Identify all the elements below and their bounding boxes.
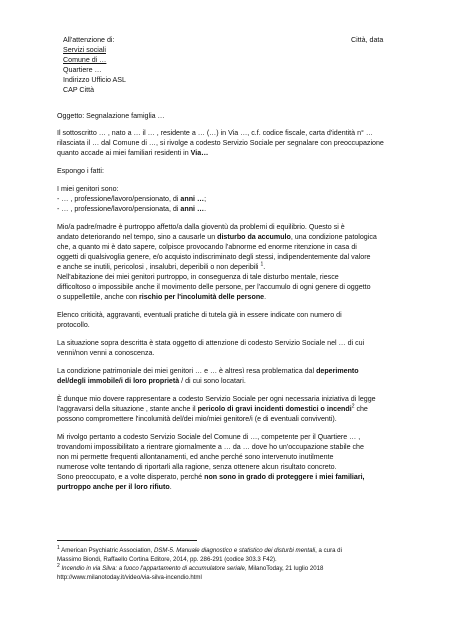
para6-line-3: non mi permette frequenti allontanamenti, ed anche perché sono intervenuto inutilmente bbox=[57, 453, 334, 461]
para1-line-5-punct: . bbox=[263, 263, 266, 271]
footnote-1-line-1 bbox=[57, 546, 342, 555]
place-date: Città, data bbox=[351, 36, 384, 44]
para1-disorder-bold: disturbo da accumulo bbox=[217, 233, 291, 241]
para3-line-2: venni/non venni a conoscenza. bbox=[57, 349, 155, 357]
subject-line: Oggetto: Segnalazione famiglia … bbox=[57, 112, 165, 120]
para3-line-1: La situazione sopra descritta è stata oggetto di attenzione di codesto Servizio Sociale nel … di cui bbox=[57, 339, 365, 347]
para2-line-2: protocollo. bbox=[57, 321, 90, 329]
footnote-2-source: , MilanoToday, 21 luglio 2018 bbox=[244, 565, 324, 572]
para1-line-5 bbox=[57, 262, 265, 272]
parent-1-age: anni … bbox=[180, 195, 205, 203]
para1-line-2 bbox=[57, 232, 377, 242]
footnote-1-title: DSM-5. Manuale diagnostico e statistico dei disturbi mentali bbox=[153, 547, 316, 554]
para4-property-bold: del/degli immobile/i di loro proprietà bbox=[57, 377, 180, 385]
footnote-1-author: American Psychiatric Association, bbox=[59, 547, 154, 554]
parent-2-text: - … , professione/lavoro/pensionata, di bbox=[57, 205, 181, 213]
para4-line-2 bbox=[57, 376, 246, 386]
para6-text: Sono preoccupato, e a volte disperato, perché bbox=[57, 473, 205, 481]
footnote-1-editor: , a cura di bbox=[315, 547, 342, 554]
intro-line-1: Il sottoscritto … , nato a … il … , residente a … (…) in Via …, c.f. codice fiscale, carta d'identità n° … bbox=[57, 129, 373, 137]
para1-text-end: , una condizione patologica bbox=[290, 233, 377, 241]
recipient-intro: All'attenzione di: bbox=[63, 36, 115, 44]
parent-2 bbox=[57, 204, 206, 214]
recipient-line-comune: Comune di … bbox=[63, 56, 107, 64]
para5-line-3: possono compromettere l'incolumità del/dei mio/miei genitore/i (e di eventuali conviventi). bbox=[57, 415, 337, 423]
recipient-line-services: Servizi sociali bbox=[63, 46, 106, 54]
para6-unable-bold: non sono in grado di proteggere i miei familiari, bbox=[204, 473, 365, 481]
para1-line-8 bbox=[57, 292, 266, 302]
para2-line-1: Elenco criticità, aggravanti, eventuali pratiche di tutela già in essere indicate con numero di bbox=[57, 311, 342, 319]
intro-line-3 bbox=[57, 148, 208, 158]
para1-line-6: Nell'abitazione dei miei genitori purtroppo, in conseguenza di tale disturbo mentale, riesce bbox=[57, 273, 339, 281]
para5-text-end: che bbox=[354, 405, 368, 413]
para6-line-2: trovandomi impossibilitato a rientrare giornalmente a … da … dove ho un'occupazione stabile che bbox=[57, 443, 364, 451]
parent-1-punct: ; bbox=[204, 195, 207, 203]
para1-line-5-text: e anche se inutili, pericolosi , insalubri, deperibili o non deperibili bbox=[57, 263, 261, 271]
para4-text-end: / di cui sono locatari. bbox=[179, 377, 246, 385]
footnote-ref-2[interactable]: 2 bbox=[351, 403, 355, 410]
footnote-1-marker: 1 bbox=[57, 544, 60, 551]
parent-1-text: - … , professione/lavoro/pensionato, di bbox=[57, 195, 181, 203]
footnote-ref-1[interactable]: 1 bbox=[260, 261, 264, 268]
parents-heading: I miei genitori sono: bbox=[57, 185, 119, 193]
recipient-line-cap: CAP Città bbox=[63, 86, 95, 94]
footnote-2-url[interactable]: http://www.milanotoday.it/video/via-silva-incendio.html bbox=[57, 574, 202, 581]
footnote-2-marker: 2 bbox=[57, 562, 60, 569]
parent-1 bbox=[57, 194, 206, 204]
para1-line-4: oggetti di qualsivoglia genere, e/o acquisto indiscriminato degli stessi, indipendentemente dal valore bbox=[57, 253, 371, 261]
facts-heading: Espongo i fatti: bbox=[57, 167, 104, 175]
footnote-1-line-2: Massimo Biondi, Raffaello Cortina Editore, 2014, pp. 286-291 (codice 303.3 F42). bbox=[57, 556, 277, 563]
para4-decay-bold: deperimento bbox=[316, 367, 359, 375]
para1-line-7: difficoltoso o impossibile anche il movimento delle persone, per l'accumulo di ogni genere di oggetto bbox=[57, 283, 371, 291]
para5-text: l'aggravarsi della situazione , stante anche il bbox=[57, 405, 198, 413]
parent-2-punct: . bbox=[204, 205, 207, 213]
para1-line-8-text: o suppellettile, anche con bbox=[57, 293, 140, 301]
para1-line-8-punct: . bbox=[264, 293, 267, 301]
para6-line-6 bbox=[57, 482, 172, 492]
footnote-2-line-1 bbox=[57, 564, 323, 573]
para6-line-5 bbox=[57, 472, 365, 482]
para6-line-1: Mi rivolgo pertanto a codesto Servizio Sociale del Comune di …, competente per il Quartiere … , bbox=[57, 433, 361, 441]
footnote-separator bbox=[57, 540, 197, 541]
para5-line-2 bbox=[57, 404, 368, 414]
intro-line-2: rilasciata il … dal Comune di …, si rivolge a codesto Servizio Sociale per segnalare con preoccupazione bbox=[57, 139, 384, 147]
para4-text: La condizione patrimoniale dei miei genitori … e … è altresì resa problematica dal bbox=[57, 367, 317, 375]
para5-danger-bold: pericolo di gravi incidenti domestici o incendi bbox=[197, 405, 352, 413]
parent-2-age: anni … bbox=[180, 205, 205, 213]
intro-text: quanto accade ai miei familiari residenti in bbox=[57, 149, 191, 157]
para6-refusal-bold: purtroppo anche per il loro rifiuto bbox=[57, 483, 170, 491]
para1-text: andato deteriorando nel tempo, sino a causarle un bbox=[57, 233, 218, 241]
para4-line-1 bbox=[57, 366, 359, 376]
recipient-line-address: Indirizzo Ufficio ASL bbox=[63, 76, 126, 84]
recipient-line-quartiere: Quartiere … bbox=[63, 66, 102, 74]
footnote-2-title: Incendio in via Silva: a fuoco l'appartamento di accumulatore seriale bbox=[61, 565, 245, 572]
para1-risk-bold: rischio per l'incolumità delle persone bbox=[139, 293, 265, 301]
para6-line-4: numerose volte tentando di riportarli alla ragione, senza ottenere alcun risultato concreto. bbox=[57, 463, 337, 471]
para1-line-1: Mio/a padre/madre è purtroppo affetto/a dalla gioventù da problemi di equilibrio. Questo si è bbox=[57, 223, 345, 231]
para1-line-3: che, a quanto mi è dato sapere, colpisce provocando l'abnorme ed enorme ritenzione in casa di bbox=[57, 243, 357, 251]
intro-address-bold: Via… bbox=[190, 149, 209, 157]
para5-line-1: È dunque mio dovere rappresentare a codesto Servizio Sociale per ogni necessaria iniziativa di legge bbox=[57, 395, 376, 403]
para6-punct: . bbox=[169, 483, 172, 491]
